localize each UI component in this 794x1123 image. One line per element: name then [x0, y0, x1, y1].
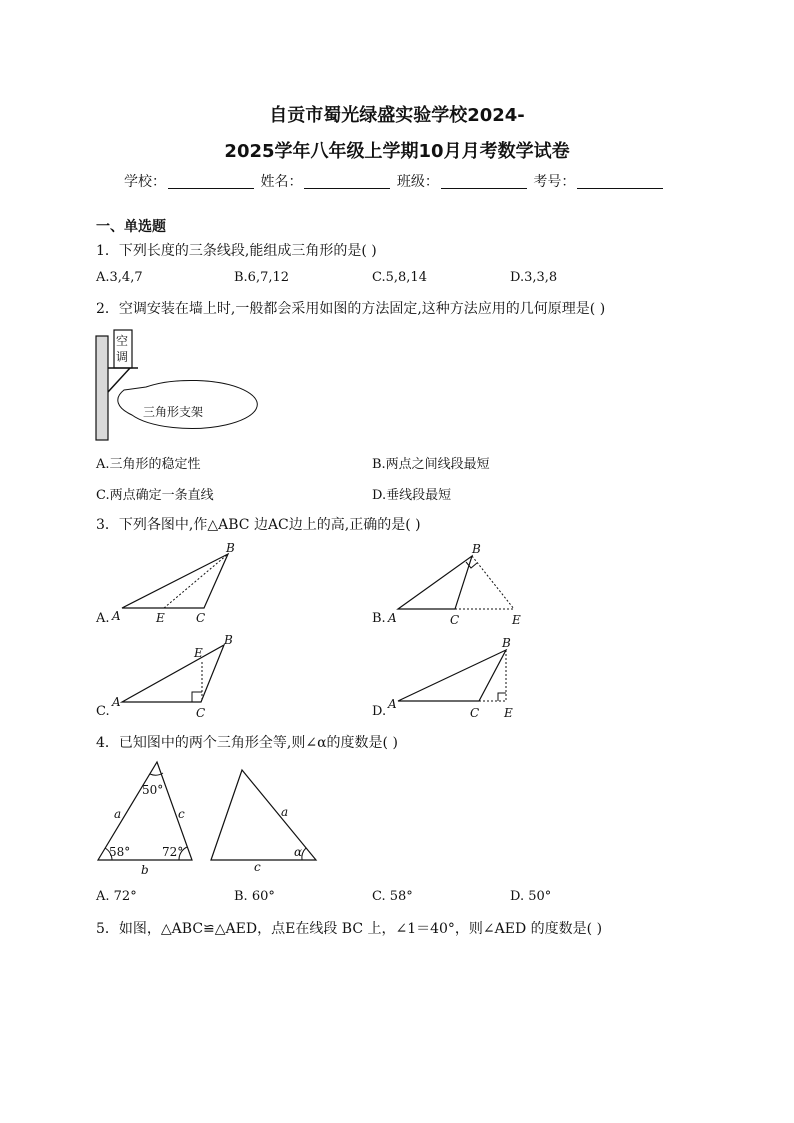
school-label: 学校：	[124, 174, 166, 190]
q4-angle-left: 58°	[109, 845, 131, 859]
q4-option-a[interactable]: A. 72°	[96, 889, 137, 904]
question-3: 3．下列各图中,作△ABC 边AC边上的高,正确的是( )	[96, 517, 421, 533]
section-heading: 一、单选题	[96, 219, 166, 235]
q2-ac-char2: 调	[116, 350, 129, 364]
q3-figure-a	[110, 540, 250, 625]
q2-bubble-label: 三角形支架	[143, 405, 204, 419]
q3a-point-b: B	[226, 541, 235, 555]
q2-option-c[interactable]: C.两点确定一条直线	[96, 488, 214, 503]
q3a-point-e: E	[156, 611, 165, 625]
exam-no-blank[interactable]	[577, 174, 663, 189]
q4-angle-right: 72°	[162, 845, 184, 859]
q3-figure-b	[386, 540, 536, 627]
q4-congruent-triangles-figure	[92, 758, 322, 878]
q3b-point-c: C	[450, 613, 460, 627]
q3-figure-a-label[interactable]: A.	[96, 611, 110, 626]
q3-figure-c-label[interactable]: C.	[96, 704, 110, 719]
q3b-point-a: A	[388, 611, 397, 625]
q3c-point-b: B	[224, 633, 233, 647]
q3d-point-c: C	[470, 706, 480, 720]
q2-option-b[interactable]: B.两点之间线段最短	[372, 457, 490, 472]
q3-figure-c	[110, 632, 250, 720]
paper-title-line1: 自贡市蜀光绿盛实验学校2024-	[269, 105, 525, 126]
q2-option-a[interactable]: A.三角形的稳定性	[96, 457, 201, 472]
question-2: 2．空调安装在墙上时,一般都会采用如图的方法固定,这种方法应用的几何原理是( )	[96, 301, 606, 317]
question-5: 5．如图，△ABC≌△AED，点E在线段 BC 上，∠1＝40°，则∠AED 的度数是( )	[96, 921, 603, 937]
q1-option-b[interactable]: B.6,7,12	[234, 270, 290, 285]
student-info-row	[124, 171, 665, 191]
q3c-point-e: E	[194, 646, 203, 660]
q3d-point-a: A	[388, 697, 397, 711]
question-1: 1．下列长度的三条线段,能组成三角形的是( )	[96, 243, 377, 259]
question-4: 4．已知图中的两个三角形全等,则∠α的度数是( )	[96, 735, 398, 751]
q3a-point-a: A	[112, 609, 121, 623]
q3b-point-b: B	[472, 542, 481, 556]
q4-option-c[interactable]: C. 58°	[372, 889, 413, 904]
class-label: 班级：	[396, 174, 439, 190]
q2-ac-char1: 空	[116, 334, 129, 348]
q4-alpha-angle: α	[294, 845, 303, 859]
q1-option-c[interactable]: C.5,8,14	[372, 270, 427, 285]
q4-side-b-left: b	[141, 863, 149, 877]
paper-title-line2: 2025学年八年级上学期10月月考数学试卷	[224, 141, 570, 162]
q4-angle-top: 50°	[142, 783, 164, 797]
q3b-point-e: E	[512, 613, 521, 627]
q3c-point-a: A	[112, 695, 121, 709]
name-blank[interactable]	[304, 174, 390, 189]
q3-figure-d-label[interactable]: D.	[372, 704, 387, 719]
q3d-point-e: E	[504, 706, 513, 720]
q3a-point-c: C	[196, 611, 206, 625]
name-label: 姓名：	[260, 174, 303, 190]
q2-option-d[interactable]: D.垂线段最短	[372, 488, 452, 503]
q3c-point-c: C	[196, 706, 206, 720]
school-blank[interactable]	[168, 174, 254, 189]
exam-no-label: 考号：	[533, 174, 576, 190]
q4-option-b[interactable]: B. 60°	[234, 889, 275, 904]
q1-option-a[interactable]: A.3,4,7	[96, 270, 143, 285]
q3-figure-b-label[interactable]: B.	[372, 611, 386, 626]
q3d-point-b: B	[502, 636, 511, 650]
q4-side-a-right: a	[281, 805, 289, 819]
q1-option-d[interactable]: D.3,3,8	[510, 270, 558, 285]
class-blank[interactable]	[441, 174, 527, 189]
q4-side-c-left: c	[178, 807, 185, 821]
q3-figure-d	[386, 632, 536, 720]
q4-side-a-left: a	[114, 807, 122, 821]
q4-option-d[interactable]: D. 50°	[510, 889, 552, 904]
q4-side-c-right: c	[254, 860, 261, 874]
